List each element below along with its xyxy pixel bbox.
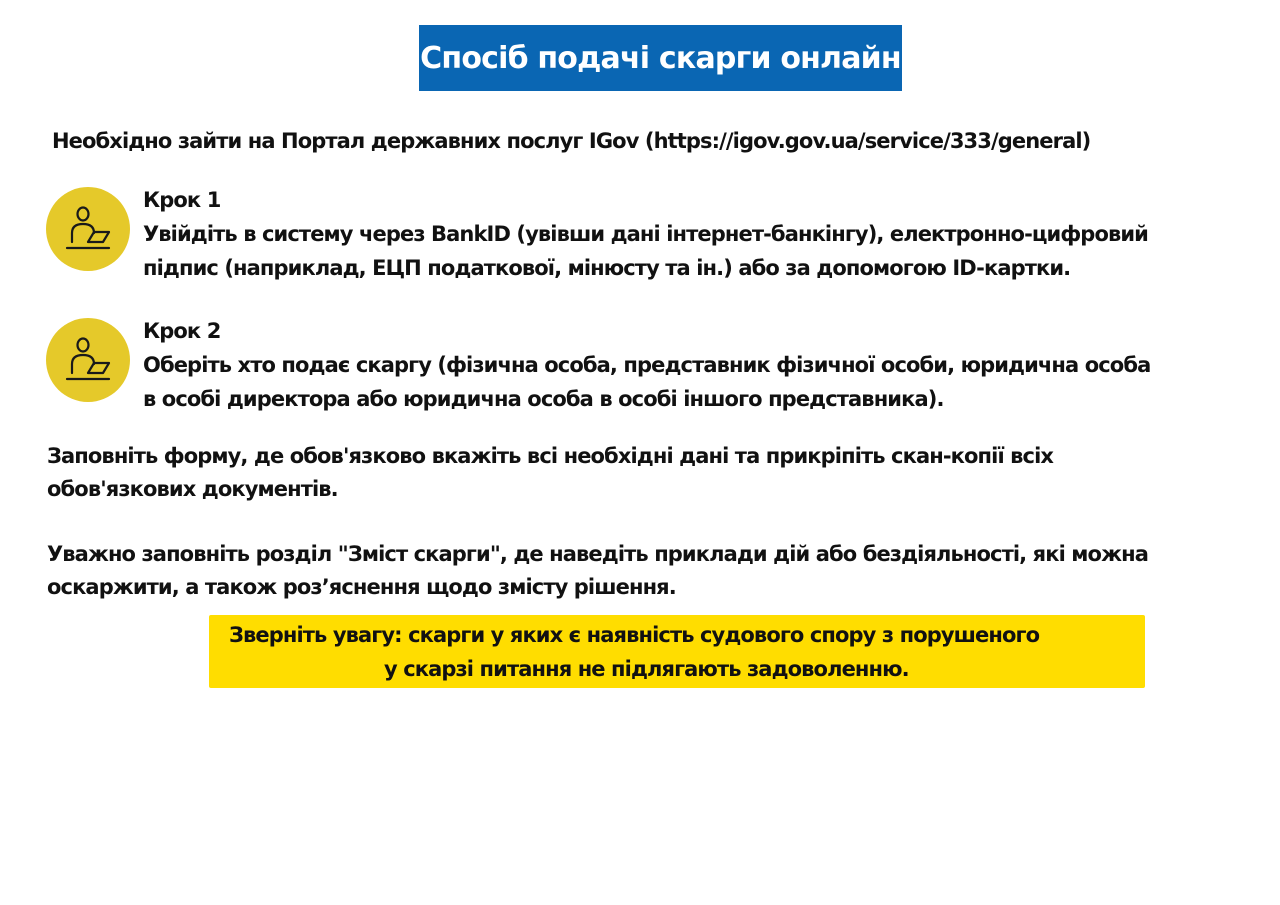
step-2-title: Крок 2 [143, 319, 221, 343]
step-1-title: Крок 1 [143, 188, 221, 212]
step-2-line-1: Оберіть хто подає скаргу (фізична особа, представник фізичної особи, юридична особа [143, 353, 1151, 377]
step-1-line-1: Увійдіть в систему через BankID (увівши дані інтернет-банкінгу), електронно-цифровий [143, 222, 1148, 246]
step-2-icon-circle [46, 318, 130, 402]
step-1-text [143, 183, 1148, 285]
step-2-text [143, 314, 1150, 416]
paragraph-fill-form-line-1: Заповніть форму, де обов'язково вкажіть всі необхідні дані та прикріпіть скан-копії всіх [47, 444, 1054, 468]
paragraph-fill-form [47, 440, 1053, 506]
person-at-laptop-icon [64, 204, 112, 252]
step-1-icon-circle [46, 187, 130, 271]
notice-line-2: у скарзі питання не підлягають задоволенню. [384, 657, 909, 681]
paragraph-fill-form-line-2: обов'язкових документів. [47, 477, 338, 501]
paragraph-complaint-content-line-1: Уважно заповніть розділ "Зміст скарги", де наведіть приклади дій або бездіяльності, які можна [47, 542, 1148, 566]
page-title [419, 25, 902, 91]
paragraph-complaint-content [47, 538, 1148, 604]
notice-line-1: Зверніть увагу: скарги у яких є наявність судового спору з порушеного [229, 623, 1040, 647]
step-1-line-2: підпис (наприклад, ЕЦП податкової, мінюсту та ін.) або за допомогою ID-картки. [143, 256, 1071, 280]
step-2-line-2: в особі директора або юридична особа в особі іншого представника). [143, 387, 944, 411]
person-at-laptop-icon [64, 335, 112, 383]
intro-text: Необхідно зайти на Портал державних послуг IGov (https://igov.gov.ua/service/333/general) [52, 129, 1091, 153]
notice-box [209, 615, 1145, 688]
page-title-text: Спосіб подачі скарги онлайн [420, 40, 901, 76]
paragraph-complaint-content-line-2: оскаржити, а також роз’яснення щодо змісту рішення. [47, 575, 676, 599]
